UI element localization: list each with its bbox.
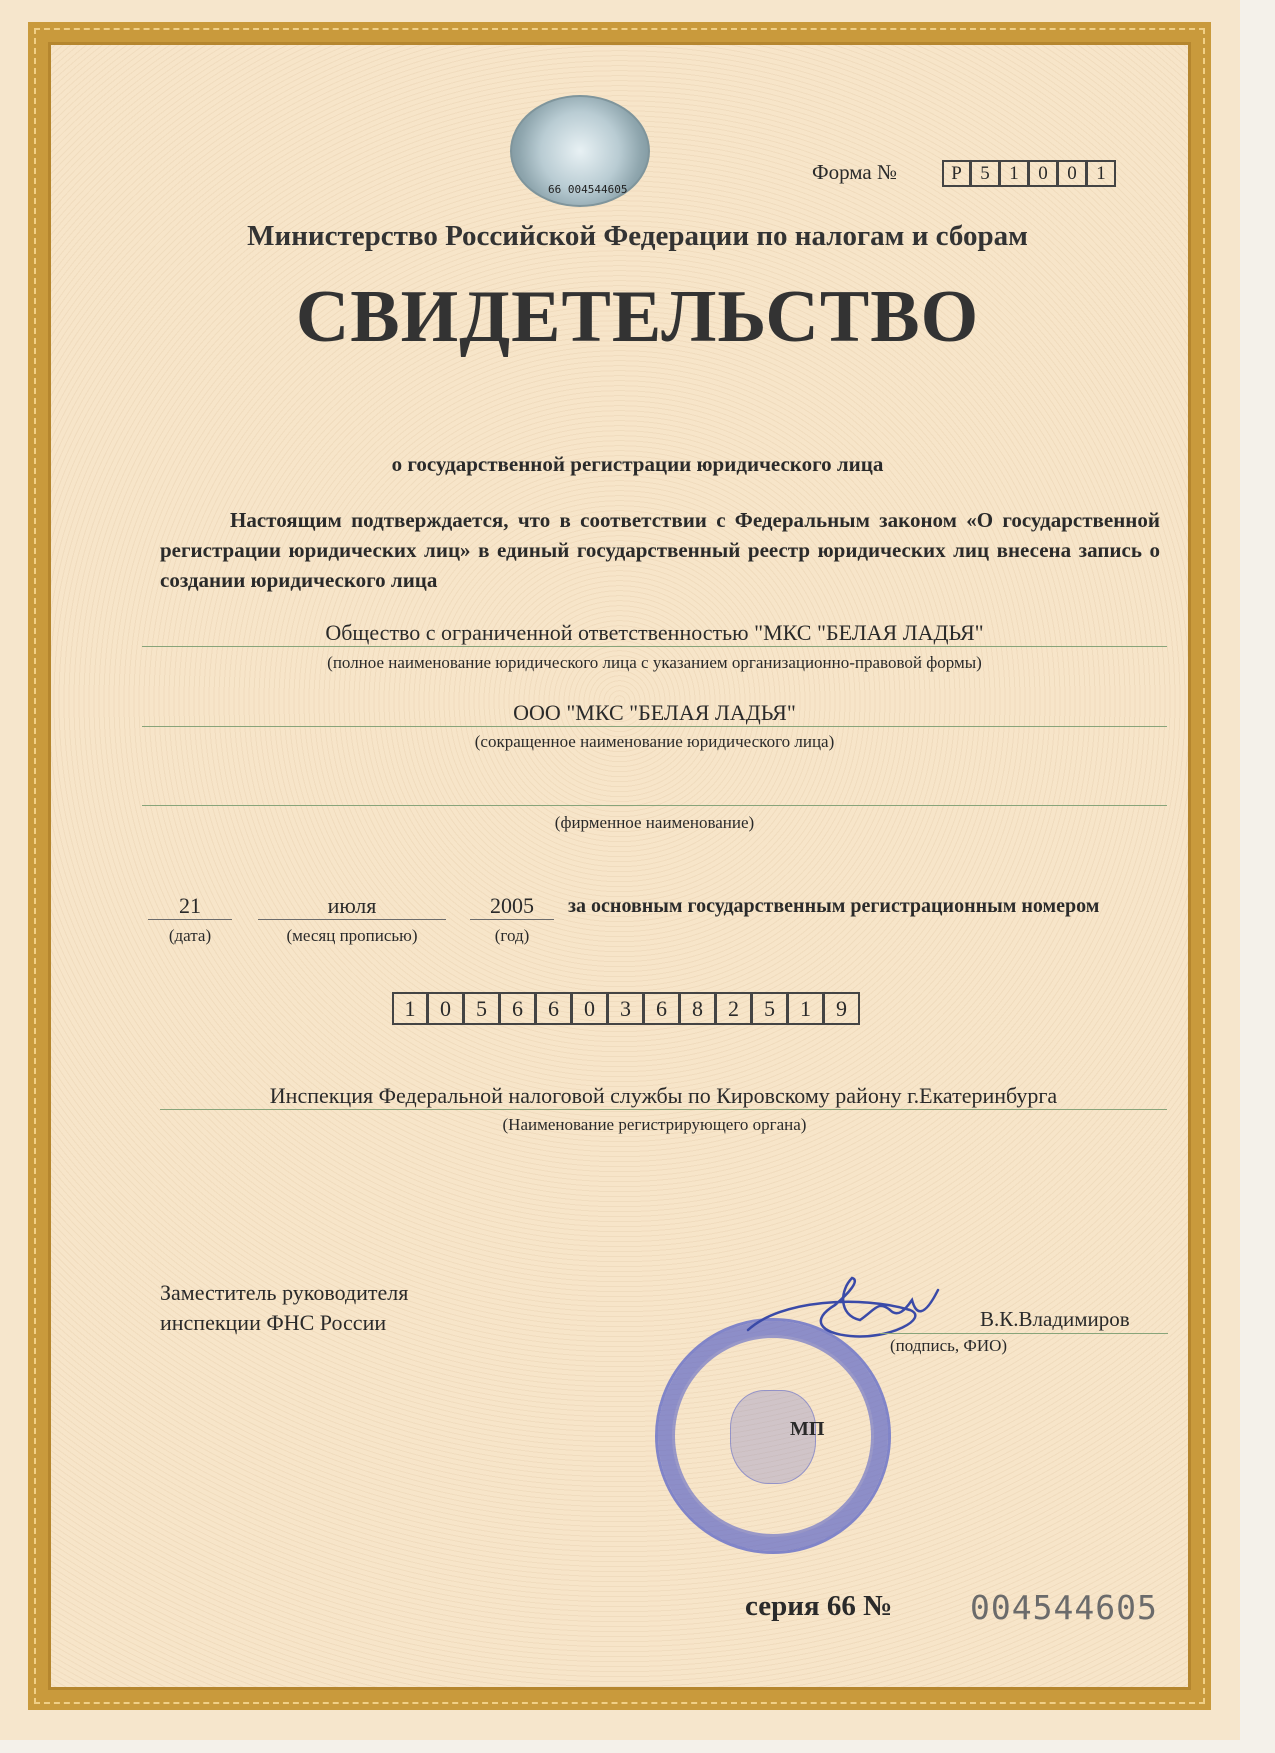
- date-month: июля: [258, 893, 446, 920]
- document-title: СВИДЕТЕЛЬСТВО: [295, 276, 980, 358]
- ogrn-digit: 5: [464, 992, 500, 1025]
- ogrn-digit: 0: [428, 992, 464, 1025]
- full-name-field: Общество с ограниченной ответственностью "МКС "БЕЛАЯ ЛАДЬЯ": [142, 620, 1167, 647]
- ogrn-digit: 1: [392, 992, 428, 1025]
- brand-name-caption: (фирменное наименование): [554, 813, 755, 832]
- signature-line: [880, 1333, 1168, 1334]
- date-month-caption: (месяц прописью): [286, 926, 418, 945]
- reg-number-label: за основным государственным регистрационным номером: [568, 895, 1100, 917]
- signer-name: В.К.Владимиров: [980, 1307, 1130, 1331]
- form-code-cell: 5: [971, 160, 1000, 187]
- form-code-cell: Р: [942, 160, 971, 187]
- form-code-cell: 0: [1029, 160, 1058, 187]
- serial-number: 004544605: [970, 1588, 1158, 1627]
- form-label: Форма №: [812, 160, 898, 184]
- ogrn-digit: 9: [824, 992, 860, 1025]
- seal-label: МП: [790, 1418, 825, 1440]
- short-name-field: ООО "МКС "БЕЛАЯ ЛАДЬЯ": [142, 700, 1167, 727]
- date-year-caption: (год): [494, 926, 530, 945]
- ogrn-digit: 1: [788, 992, 824, 1025]
- form-code-cell: 1: [1087, 160, 1116, 187]
- form-code-cell: 1: [1000, 160, 1029, 187]
- authority-caption: (Наименование регистрирующего органа): [502, 1115, 807, 1134]
- ogrn-digit: 5: [752, 992, 788, 1025]
- ministry-heading: Министерство Российской Федерации по налогам и сборам: [247, 220, 1028, 252]
- ogrn-digit: 6: [644, 992, 680, 1025]
- ogrn-boxes: [392, 992, 860, 1025]
- authority-field: Инспекция Федеральной налоговой службы по Кировскому району г.Екатеринбурга: [160, 1083, 1167, 1110]
- hologram-number: 66 004544605: [548, 183, 628, 196]
- signer-position-line1: Заместитель руководителя: [160, 1280, 409, 1305]
- form-code-cell: 0: [1058, 160, 1087, 187]
- full-name-caption: (полное наименование юридического лица с указанием организационно-правовой формы): [327, 653, 982, 672]
- signer-position: [160, 1278, 408, 1338]
- signature-caption: (подпись, ФИО): [890, 1336, 1008, 1355]
- ogrn-digit: 3: [608, 992, 644, 1025]
- form-code: [942, 160, 1116, 187]
- ogrn-digit: 6: [536, 992, 572, 1025]
- date-day: 21: [148, 893, 232, 920]
- serial-label: серия 66 №: [745, 1590, 893, 1622]
- statement-text: Настоящим подтверждается, что в соответствии с Федеральным законом «О государственной регистрации юридических лиц» в единый государственный реестр юридических лиц внесена запись о создании юридического лица: [160, 508, 1160, 592]
- ogrn-digit: 6: [500, 992, 536, 1025]
- date-year: 2005: [470, 893, 554, 920]
- ogrn-digit: 2: [716, 992, 752, 1025]
- signer-position-line2: инспекции ФНС России: [160, 1310, 387, 1335]
- statement-paragraph: [160, 505, 1160, 595]
- document-subtitle: о государственной регистрации юридического лица: [391, 452, 884, 476]
- date-day-caption: (дата): [168, 926, 212, 945]
- ogrn-digit: 0: [572, 992, 608, 1025]
- ogrn-digit: 8: [680, 992, 716, 1025]
- brand-name-field: [142, 780, 1167, 806]
- short-name-caption: (сокращенное наименование юридического лица): [474, 732, 835, 751]
